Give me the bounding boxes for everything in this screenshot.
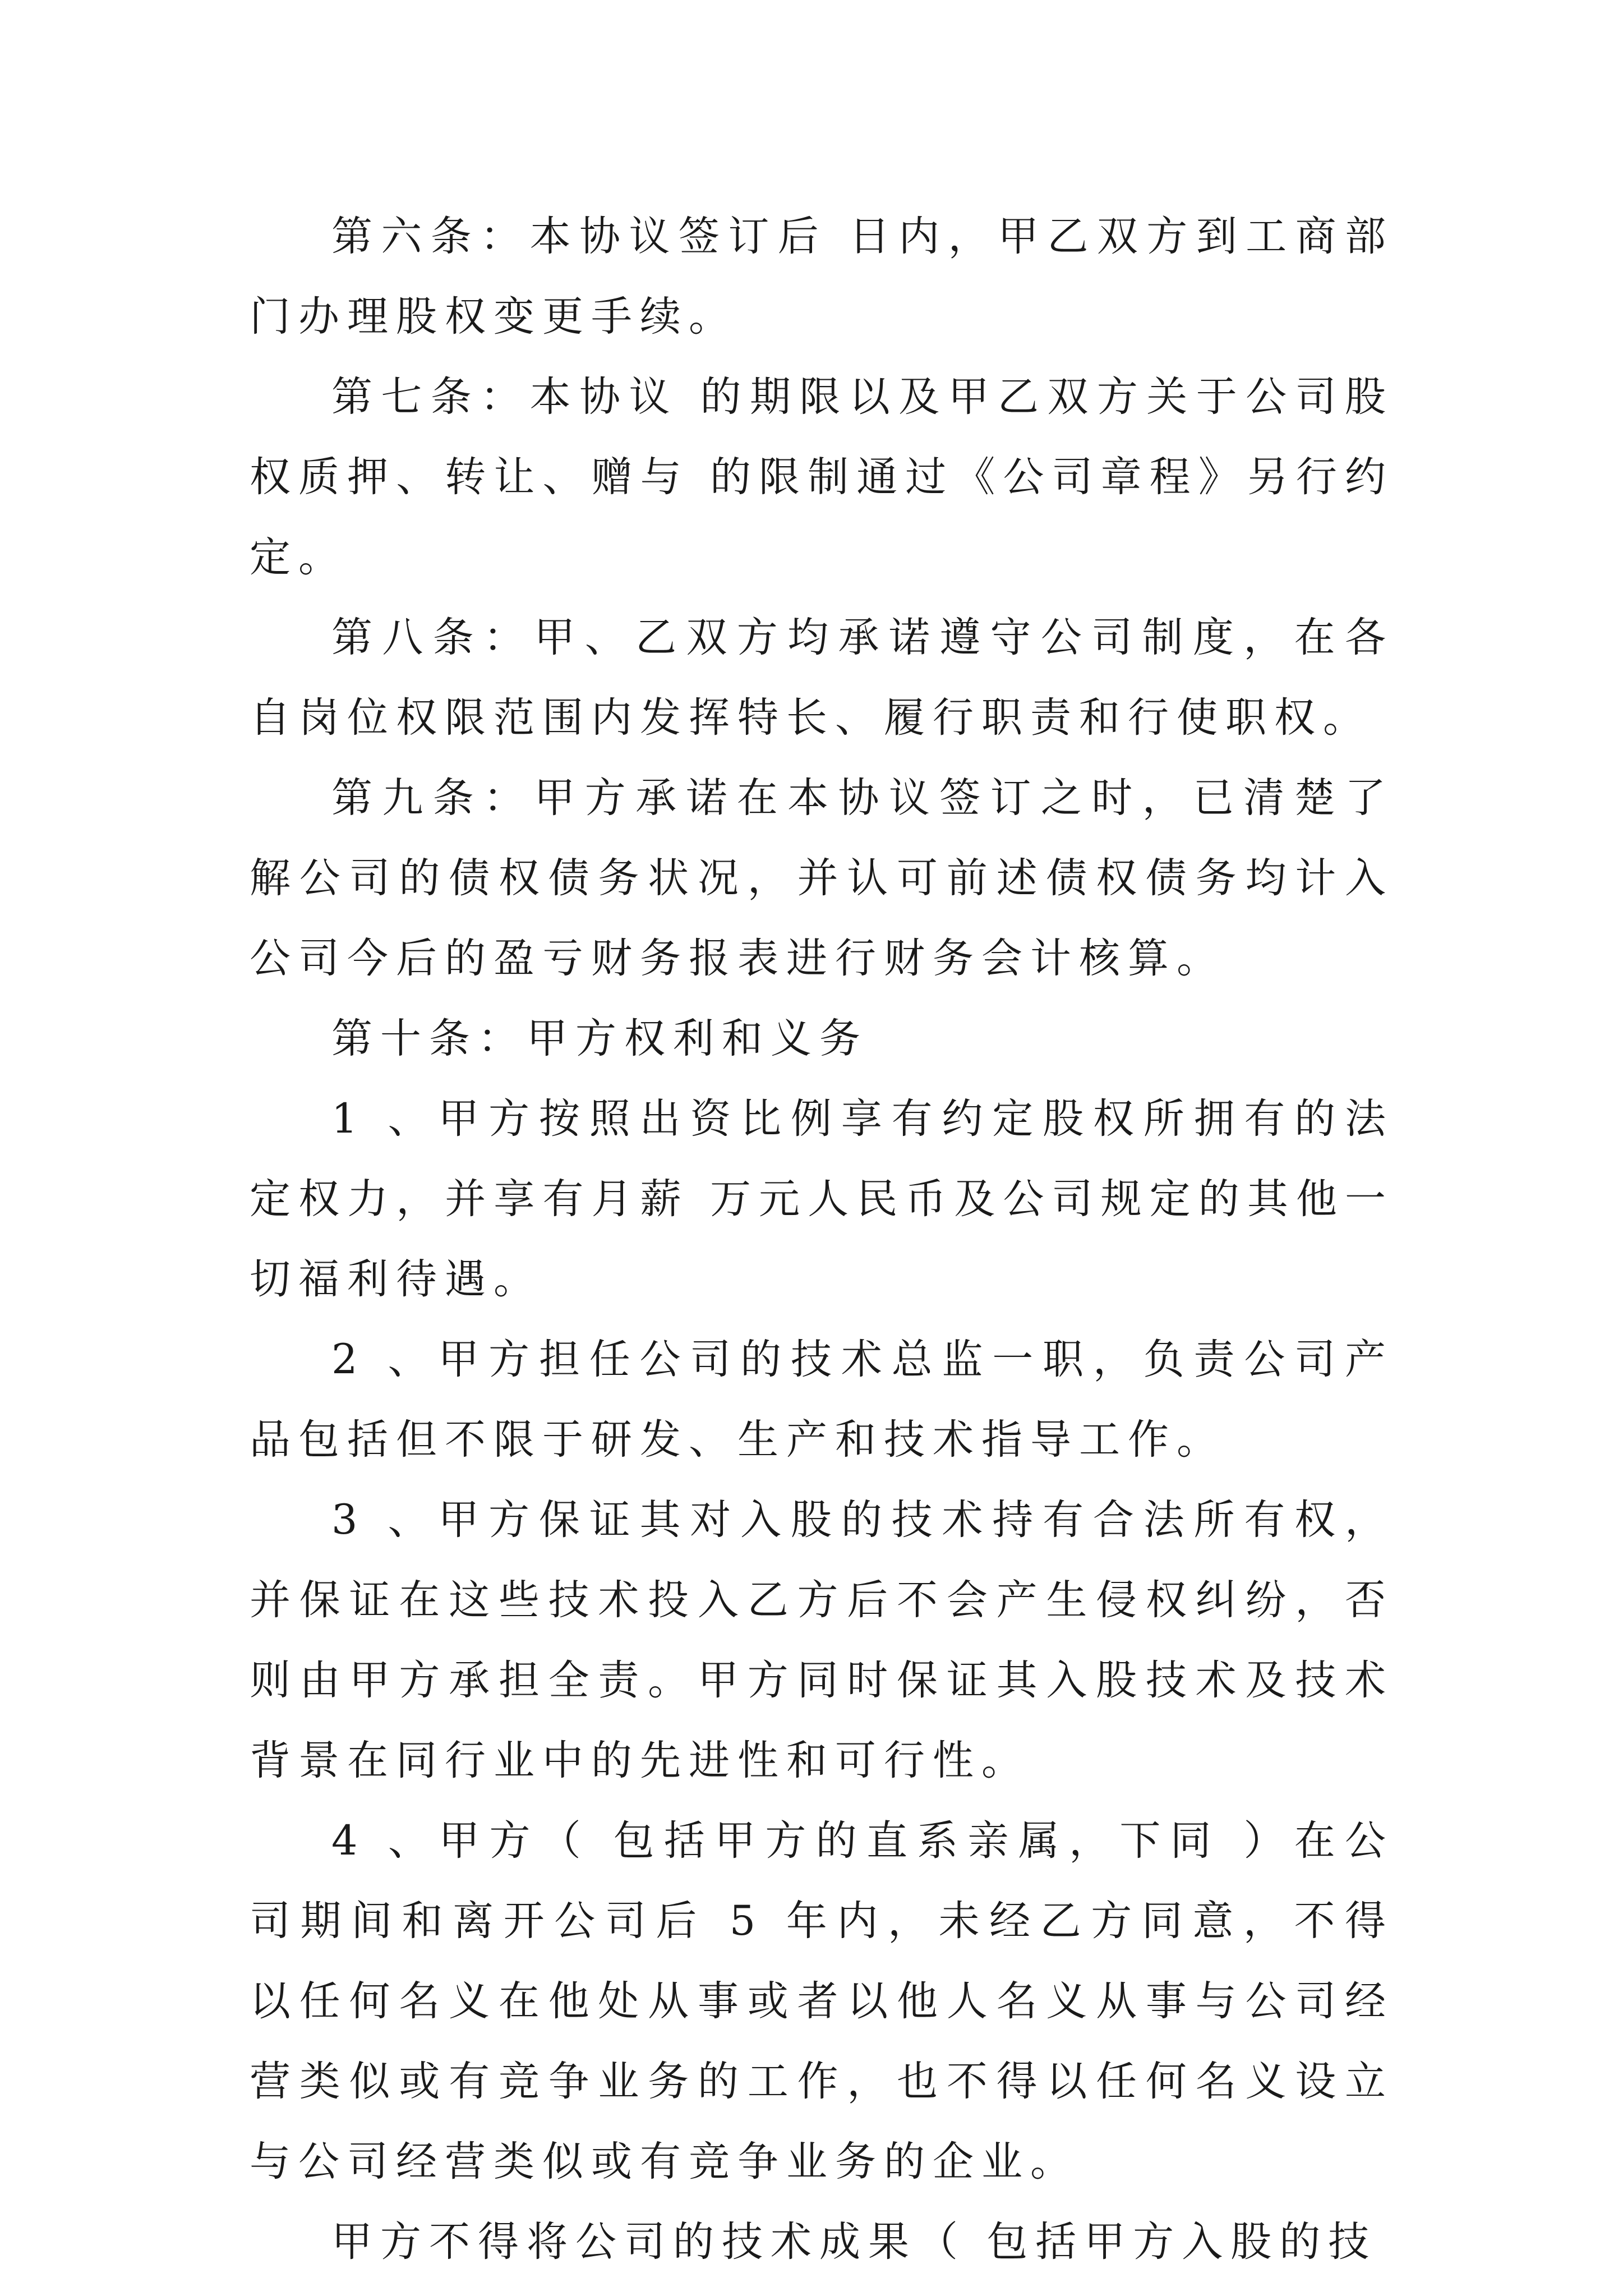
article-9-paragraph: 第九条：甲方承诺在本协议签订之时，已清楚了解公司的债权债务状况，并认可前述债权债务均计入公司今后的盈亏财务报表进行财务会计核算。: [250, 774, 1394, 982]
article-8-paragraph: 第八条：甲、乙双方均承诺遵守公司制度，在各自岗位权限范围内发挥特长、履行职责和行使职权。: [250, 614, 1394, 742]
article-10-item-3: 3 、甲方保证其对入股的技术持有合法所有权，并保证在这些技术投入乙方后不会产生侵权纠纷，否则由甲方承担全责。甲方同时保证其入股技术及技术背景在同行业中的先进性和可行性。: [250, 1496, 1394, 1784]
article-10-item-4: 4 、甲方（ 包括甲方的直系亲属，下同 ）在公司期间和离开公司后 5 年内，未经乙方同意，不得以任何名义在他处从事或者以他人名义从事与公司经营类似或有竞争业务的工作，也不得以任何名义设立与公司经营类似或有竞争业务的企业。: [250, 1817, 1394, 2185]
continuation-paragraph: 甲方不得将公司的技术成果（ 包括甲方入股的技: [331, 2218, 1377, 2266]
article-10-item-2: 2 、甲方担任公司的技术总监一职，负责公司产品包括但不限于研发、生产和技术指导工作。: [250, 1336, 1394, 1464]
document-body: [250, 196, 1394, 2282]
article-10-heading: 第十条：甲方权利和义务: [331, 1015, 868, 1062]
article-6-paragraph: 第六条：本协议签订后 日内，甲乙双方到工商部门办理股权变更手续。: [250, 213, 1394, 341]
article-10-item-1: 1 、甲方按照出资比例享有约定股权所拥有的法定权力，并享有月薪 万元人民币及公司规定的其他一切福利待遇。: [250, 1095, 1394, 1303]
article-7-paragraph: 第七条：本协议 的期限以及甲乙双方关于公司股权质押、转让、赠与 的限制通过《公司章程》另行约定。: [250, 373, 1394, 581]
